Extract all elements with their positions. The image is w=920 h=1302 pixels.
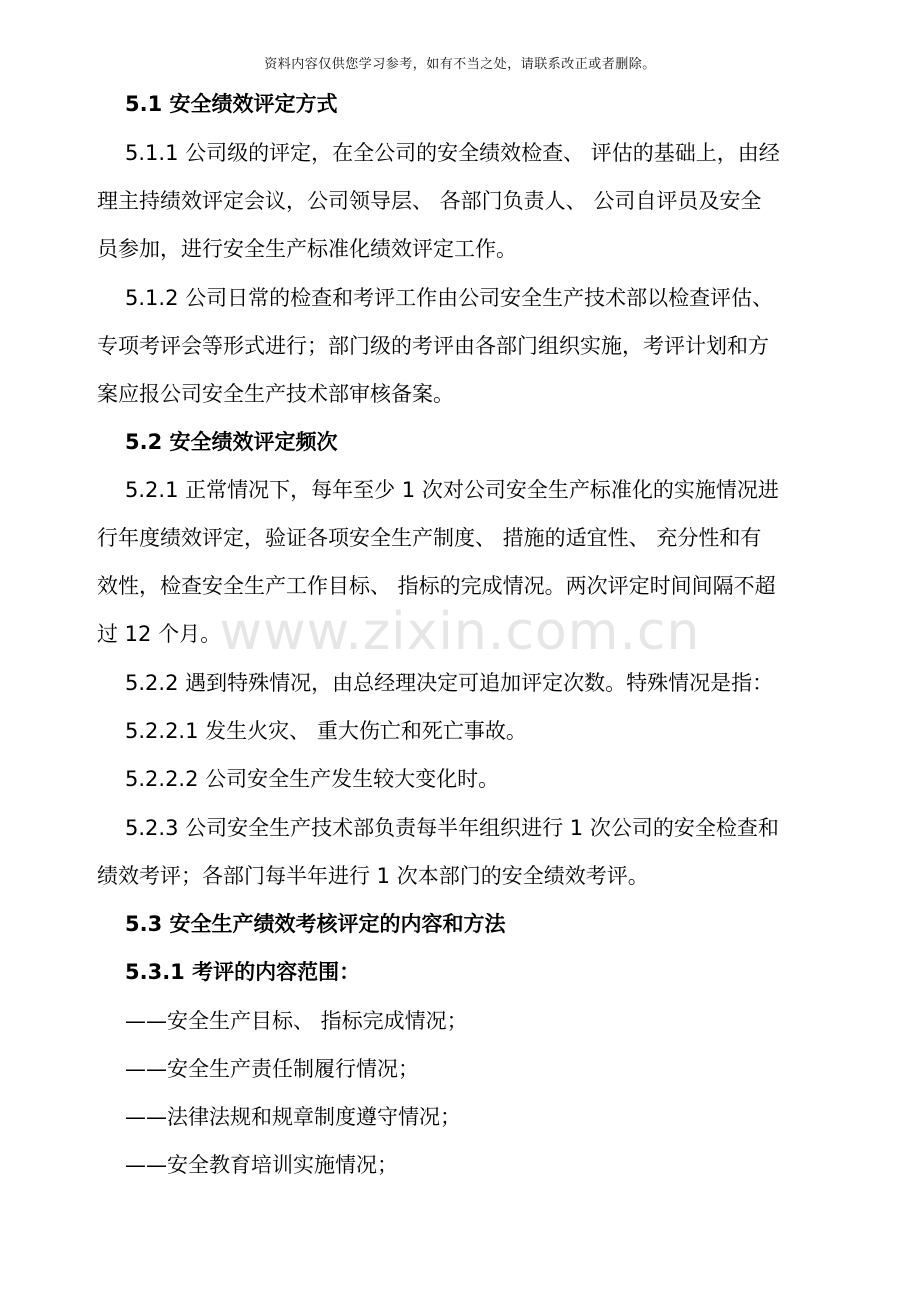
paragraph-line: 案应报公司安全生产技术部审核备案。 bbox=[97, 382, 454, 406]
list-item: ——安全教育培训实施情况； bbox=[125, 1153, 398, 1177]
paragraph-line: 行年度绩效评定，验证各项安全生产制度、 措施的适宜性、 充分性和有 bbox=[97, 526, 762, 550]
paragraph-line: 理主持绩效评定会议，公司领导层、 各部门负责人、 公司自评员及安全 bbox=[97, 189, 762, 213]
paragraph-line: 绩效考评；各部门每半年进行 1 次本部门的安全绩效考评。 bbox=[97, 864, 649, 888]
list-item: ——安全生产责任制履行情况； bbox=[125, 1057, 419, 1081]
paragraph-line: 5.2.1 正常情况下，每年至少 1 次对公司安全生产标准化的实施情况进 bbox=[125, 478, 779, 502]
paragraph-line: 5.2.2.2 公司安全生产发生较大变化时。 bbox=[125, 767, 500, 791]
paragraph-line: 5.2.3 公司安全生产技术部负责每半年组织进行 1 次公司的安全检查和 bbox=[125, 816, 779, 840]
section-heading-5-1: 5.1 安全绩效评定方式 bbox=[125, 92, 338, 116]
paragraph-line: 专项考评会等形式进行；部门级的考评由各部门组织实施，考评计划和方 bbox=[97, 334, 769, 358]
paragraph-line: 5.1.1 公司级的评定，在全公司的安全绩效检查、 评估的基础上，由经 bbox=[125, 141, 780, 165]
list-item: ——法律法规和规章制度遵守情况； bbox=[125, 1105, 461, 1129]
watermark-text: www.zixin.com.cn bbox=[219, 602, 701, 662]
paragraph-line: 5.2.2.1 发生火灾、 重大伤亡和死亡事故。 bbox=[125, 719, 527, 743]
list-item: ——安全生产目标、 指标完成情况； bbox=[125, 1009, 468, 1033]
disclaimer-header: 资料内容仅供您学习参考，如有不当之处，请联系改正或者删除。 bbox=[264, 57, 656, 72]
section-heading-5-3: 5.3 安全生产绩效考核评定的内容和方法 bbox=[125, 912, 506, 936]
subsection-heading-5-3-1: 5.3.1 考评的内容范围： bbox=[125, 960, 361, 984]
paragraph-line: 员参加，进行安全生产标准化绩效评定工作。 bbox=[97, 237, 517, 261]
paragraph-line: 效性，检查安全生产工作目标、 指标的完成情况。两次评定时间间隔不超 bbox=[97, 574, 776, 598]
section-heading-5-2: 5.2 安全绩效评定频次 bbox=[125, 430, 338, 454]
paragraph-line: 5.2.2 遇到特殊情况，由总经理决定可追加评定次数。特殊情况是指： bbox=[125, 671, 774, 695]
paragraph-line: 过 12 个月。 bbox=[97, 622, 222, 646]
paragraph-line: 5.1.2 公司日常的检查和考评工作由公司安全生产技术部以检查评估、 bbox=[125, 286, 774, 310]
